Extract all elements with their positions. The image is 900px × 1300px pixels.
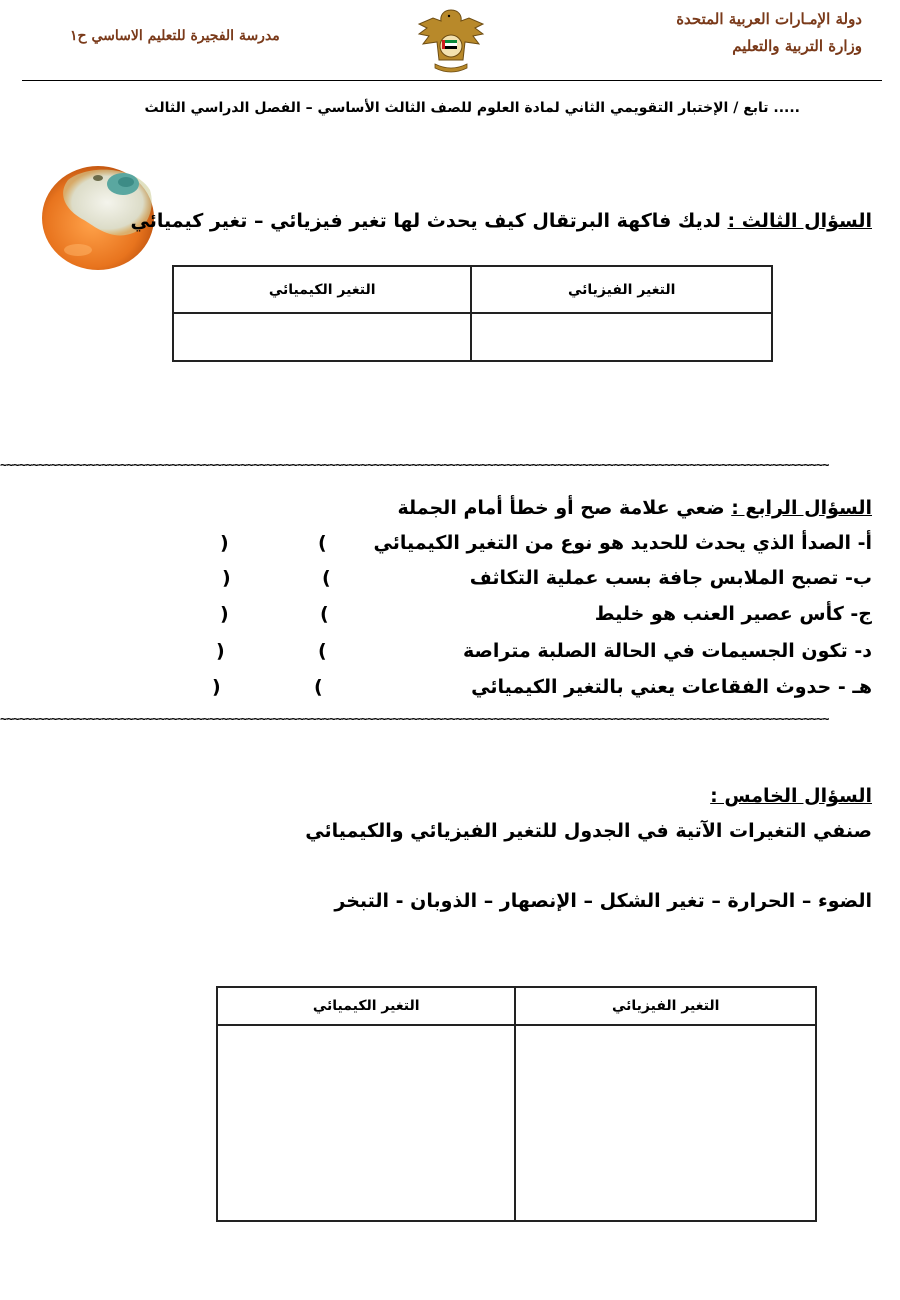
q4-label: السؤال الرابع : [731,497,872,519]
q4-e-open-paren: ( [314,676,323,698]
q3-heading [131,210,873,232]
q5-col-chemical: التغير الكيميائي [217,987,515,1025]
q4-item-a: أ- الصدأ الذي يحدث للحديد هو نوع من التغير الكيميائي [373,532,872,554]
q3-chemical-answer-cell[interactable] [173,313,471,361]
q3-col-physical: التغير الفيزيائي [471,266,772,313]
q5-terms: الضوء – الحرارة – تغير الشكل – الإنصهار – الذوبان - التبخر [334,890,872,912]
q4-b-close-paren[interactable]: ) [222,567,231,589]
q5-physical-answer-cell[interactable] [515,1025,816,1221]
q5-label: السؤال الخامس : [710,785,872,807]
q4-text: ضعي علامة صح أو خطأ أمام الجملة [397,497,732,519]
q4-e-close-paren[interactable]: ) [212,676,221,698]
q4-c-close-paren[interactable]: ) [220,603,229,625]
tilde-divider-2: ~~~~~~~~~~~~~~~~~~~~~~~~~~~~~~~~~~~~~~~~~~~~~~~~~~~~~~~~~~~~~~~~~~~~~~~~~~~~~~~~~~~~~~~~~~~~~~~~~~~~~~~~~~~~~~~~~~~~~~~~~~~~~~~~~~~ [0,712,829,726]
ministry-name: وزارة التربية والتعليم [732,37,862,55]
q5-instruction: صنفي التغيرات الآتية في الجدول للتغير الفيزيائي والكيميائي [305,820,872,842]
tilde-divider-1: ~~~~~~~~~~~~~~~~~~~~~~~~~~~~~~~~~~~~~~~~~~~~~~~~~~~~~~~~~~~~~~~~~~~~~~~~~~~~~~~~~~~~~~~~~~~~~~~~~~~~~~~~~~~~~~~~~~~~~~~~~~~~~~~~~~~ [0,458,829,472]
q5-chemical-answer-cell[interactable] [217,1025,515,1221]
q3-text: لديك فاكهة البرتقال كيف يحدث لها تغير فيزيائي – تغير كيميائي [130,210,728,232]
q3-col-chemical: التغير الكيميائي [173,266,471,313]
q3-table [172,265,773,362]
q4-item-c: ج- كأس عصير العنب هو خليط [594,603,872,625]
q4-item-d: د- تكون الجسيمات في الحالة الصلبة متراصة [463,640,872,662]
school-name: مدرسة الفجيرة للتعليم الاساسي ح١ [70,28,280,44]
q4-item-e: هـ - حدوث الفقاعات يعني بالتغير الكيميائي [471,676,872,698]
header-right-block [602,6,862,60]
q4-a-open-paren: ( [318,532,327,554]
q3-label: السؤال الثالث : [727,210,872,232]
q4-b-open-paren: ( [322,567,331,589]
q4-a-close-paren[interactable]: ) [220,532,229,554]
q4-heading [397,497,872,519]
header-divider [22,80,882,81]
uae-emblem-icon [413,2,489,78]
q4-d-open-paren: ( [318,640,327,662]
q5-table [216,986,817,1222]
exam-subtitle: ..... تابع / الإختبار التقويمي الثاني لمادة العلوم للصف الثالث الأساسي – الفصل الدراسي الثالث [144,100,800,116]
q3-physical-answer-cell[interactable] [471,313,772,361]
q4-c-open-paren: ( [320,603,329,625]
q4-d-close-paren[interactable]: ) [216,640,225,662]
q4-item-b: ب- تصبح الملابس جافة بسب عملية التكاثف [469,567,872,589]
country-name: دولة الإمـارات العربية المتحدة [676,10,862,28]
q5-col-physical: التغير الفيزيائي [515,987,816,1025]
q5-heading [710,785,872,807]
